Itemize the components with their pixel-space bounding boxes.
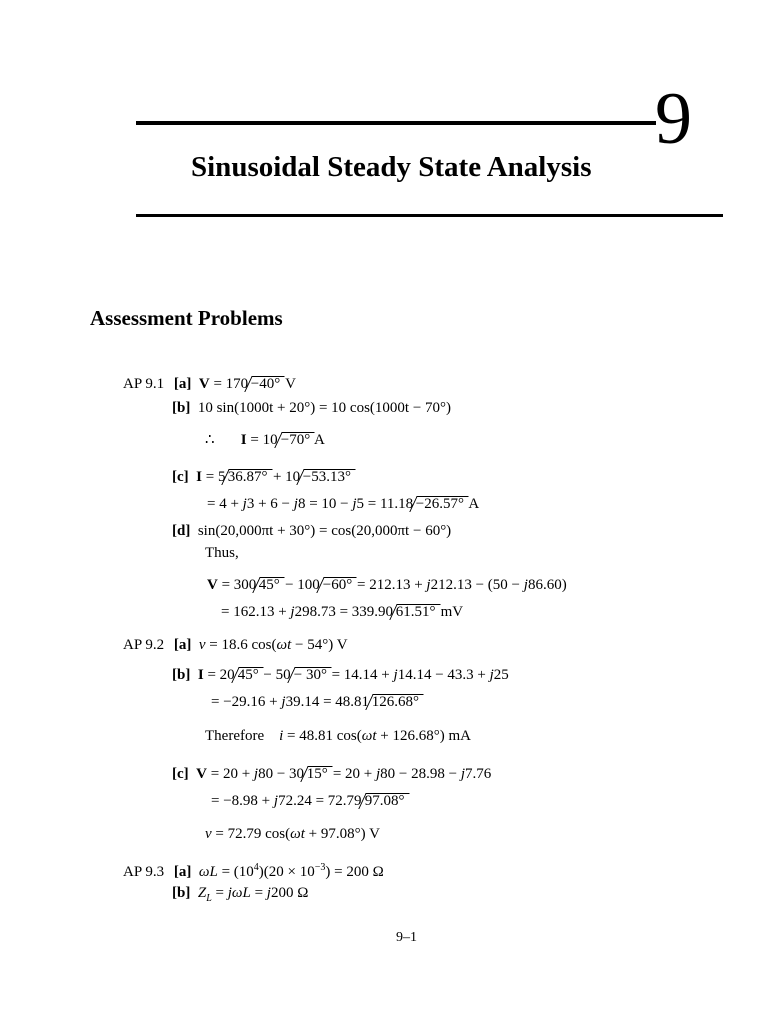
line-ap92-b: [b] I = 20 45° − 50 − 30° = 14.14 + j14.14 − 43.3 + j25: [172, 667, 509, 683]
line-ap92-a: AP 9.2 [a] v = 18.6 cos(ωt − 54°) V: [123, 637, 348, 653]
chapter-title: Sinusoidal Steady State Analysis: [191, 151, 592, 183]
line-ap93-a: AP 9.3 [a] $\omega L = (10^4)(20 \times 10^{-3}) = 200$ Ω: [123, 862, 384, 880]
equation: 10 sin(1000t + 20°) = 10 cos(1000t − 70°): [197, 400, 452, 416]
part-label: [d]: [172, 523, 191, 539]
equation: sin(20,000πt + 30°) = cos(20,000πt − 60°): [197, 523, 452, 539]
problem-id: AP 9.3: [123, 864, 165, 880]
part-label: [a]: [173, 637, 192, 653]
line-ap92-b2: = −29.16 + j39.14 = 48.81 126.68°: [211, 693, 420, 711]
line-ap92-c2: = −8.98 + j72.24 = 72.79 97.08°: [211, 792, 405, 810]
part-label: [b]: [172, 885, 191, 901]
line-ap91-d: [172, 522, 451, 540]
part-label: [a]: [173, 864, 192, 880]
part-label: [b]: [172, 667, 191, 683]
line-ap92-c3: v = 72.79 cos(ωt + 97.08°) V: [205, 826, 380, 842]
section-title: Assessment Problems: [90, 306, 283, 330]
line-ap91-d3: = 162.13 + j298.73 = 339.90 61.51° mV: [221, 604, 464, 620]
part-label: [a]: [173, 376, 192, 392]
problem-id: AP 9.2: [123, 637, 165, 653]
line-ap91-d2: V = 300 45° − 100 −60° = 212.13 + j212.13 − (50 − j86.60): [207, 577, 567, 593]
chapter-bottom-rule: [136, 214, 723, 217]
line-ap92-c: [c] V = 20 + j80 − 30 15° = 20 + j80 − 28.98 − j7.76: [172, 766, 492, 782]
part-label: [c]: [172, 469, 189, 485]
line-ap91-b2: ∴ I = 10 −70° A: [205, 432, 325, 448]
line-ap91-c: [c] I = 5 36.87° + 10 −53.13°: [172, 468, 352, 486]
line-thus: Thus,: [205, 545, 239, 561]
part-label: [c]: [172, 766, 189, 782]
part-label: [b]: [172, 400, 191, 416]
line-ap91-c2: = 4 + j3 + 6 − j8 = 10 − j5 = 11.18 −26.57° A: [207, 496, 480, 512]
page-number: 9–1: [396, 930, 417, 945]
chapter-top-rule: [136, 121, 656, 125]
chapter-number: 9: [655, 78, 692, 160]
line-ap92-b3: Therefore i = 48.81 cos(ωt + 126.68°) mA: [205, 728, 471, 744]
line-ap91-b: [172, 399, 451, 417]
line-ap91-a: AP 9.1 [a] V = 170 −40° V: [123, 376, 296, 392]
problem-id: AP 9.1: [123, 376, 165, 392]
line-ap93-b: [b] $Z_L = j\omega L = j200$ Ω: [172, 885, 309, 904]
